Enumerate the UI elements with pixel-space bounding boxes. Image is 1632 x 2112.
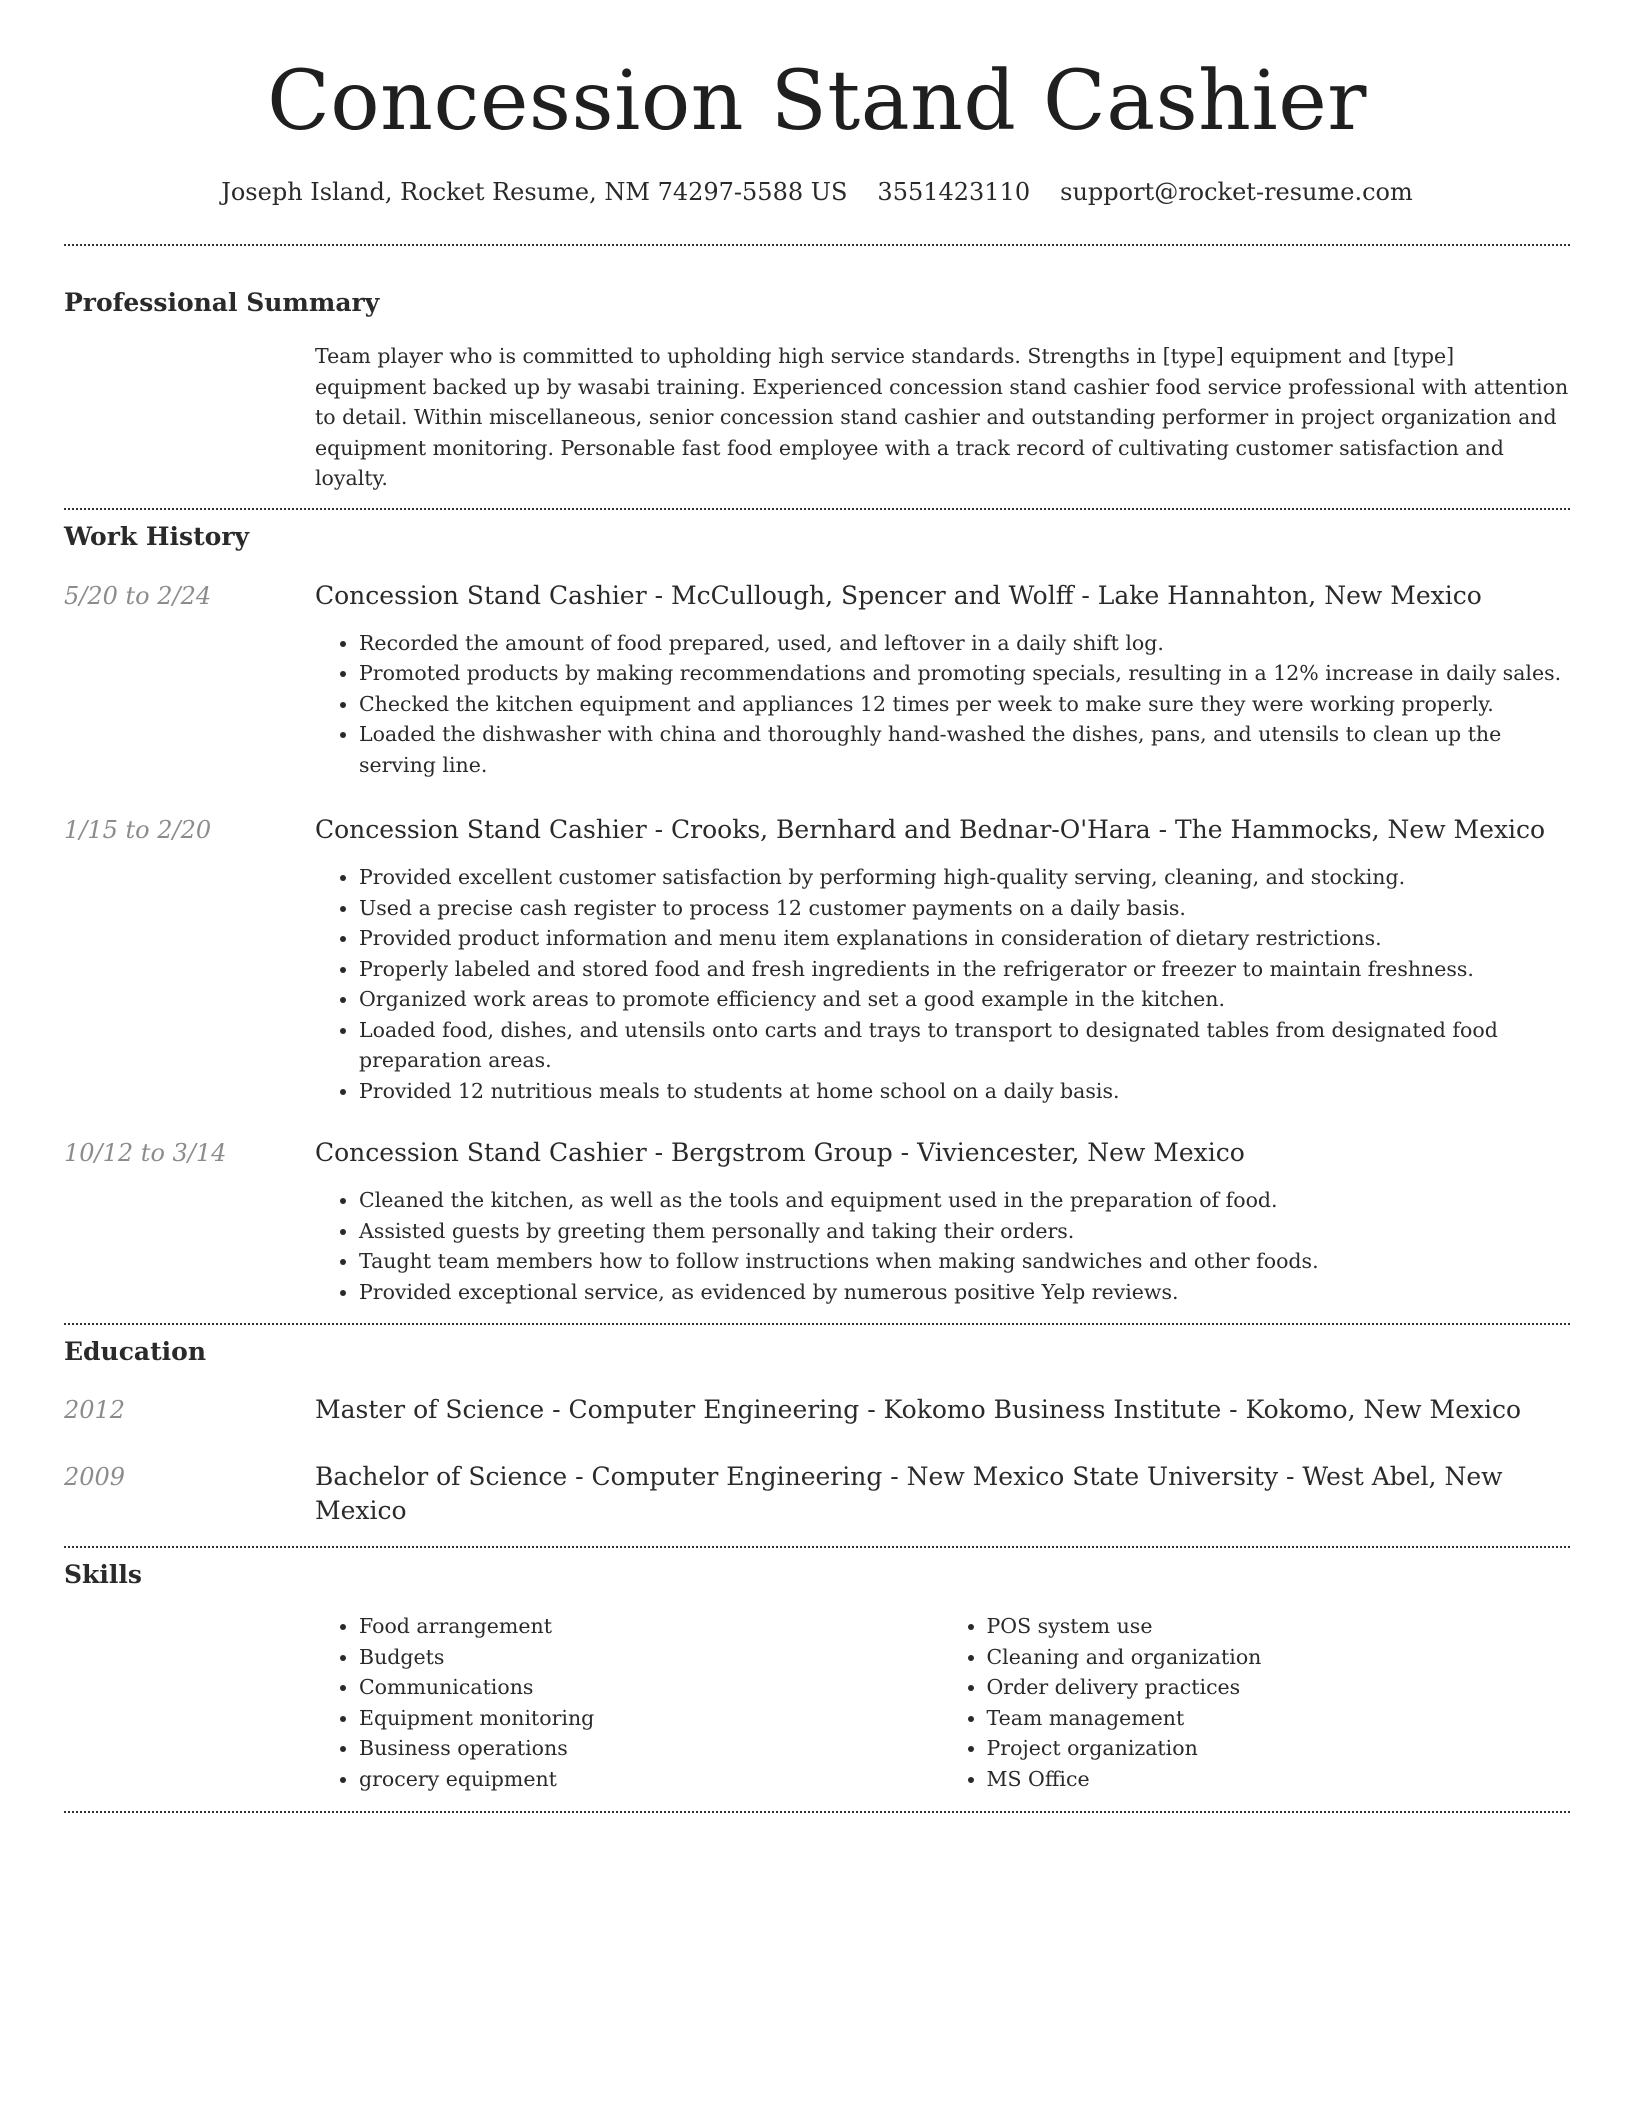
skills-list-right [943,1611,1571,1794]
job-dates: 10/12 to 3/14 [64,1139,227,1167]
contact-email: support@rocket-resume.com [1060,178,1413,206]
education-heading-line: Master of Science - Computer Engineering - Kokomo Business Institute - Kokomo, New Mexico [315,1395,1522,1424]
list-item: • Provided excellent customer satisfaction by performing high-quality serving, cleaning, and stocking. [359,862,1570,893]
list-item: • Taught team members how to follow instructions when making sandwiches and other foods. [359,1246,1570,1277]
job-heading: Concession Stand Cashier - Crooks, Bernhard and Bednar-O'Hara - The Hammocks, New Mexico [315,815,1546,844]
job-bullets [315,1185,1570,1307]
education-year: 2012 [64,1396,126,1424]
job-dates: 5/20 to 2/24 [64,581,212,610]
skill-item: • Food arrangement [359,1611,943,1642]
work-history-heading: Work History [64,521,250,551]
job-bullets [315,862,1570,1106]
divider [64,244,1570,246]
list-item: • Properly labeled and stored food and fresh ingredients in the refrigerator or freezer to maintain freshness. [359,954,1570,985]
education-year: 2009 [64,1463,126,1491]
list-item: • Provided product information and menu item explanations in consideration of dietary restrictions. [359,923,1570,954]
list-item: • Assisted guests by greeting them personally and taking their orders. [359,1216,1570,1247]
skills-list-left [315,1611,943,1794]
list-item: • Promoted products by making recommendations and promoting specials, resulting in a 12% increase in daily sales. [359,658,1570,689]
skills-row [64,1611,1570,1794]
skill-item: • Cleaning and organization [987,1642,1571,1673]
education-heading-line: Bachelor of Science - Computer Engineering - New Mexico State University - West Abel, New Mexico [315,1462,1503,1525]
skill-item: • MS Office [987,1764,1571,1795]
contact-address: Joseph Island, Rocket Resume, NM 74297-5588 US [221,178,848,206]
job-heading: Concession Stand Cashier - McCullough, Spencer and Wolff - Lake Hannahton, New Mexico [315,580,1482,610]
resume-name: Concession Stand Cashier [267,54,1367,149]
job-dates: 1/15 to 2/20 [64,816,212,844]
skill-item: • Order delivery practices [987,1672,1571,1703]
skill-item: • Communications [359,1672,943,1703]
list-item: • Provided exceptional service, as evidenced by numerous positive Yelp reviews. [359,1277,1570,1308]
summary-text: Team player who is committed to upholding high service standards. Strengths in [type] equipment and [type] equipment backed up by wasabi training. Experienced concession stand cashier food service professional with attention to detail. Within miscellaneous, senior concession stand cashier and outstanding performer in project organization and equipment monitoring. Personable fast food employee with a track record of cultivating customer satisfaction and loyalty. [315,344,1569,490]
skill-item: • grocery equipment [359,1764,943,1795]
skills-grid [315,1611,1570,1794]
job-heading: Concession Stand Cashier - Bergstrom Group - Viviencester, New Mexico [315,1138,1245,1167]
divider [64,1811,1570,1813]
job-bullets [315,628,1570,781]
divider [64,508,1570,510]
skill-item: • Project organization [987,1733,1571,1764]
skills-heading: Skills [64,1560,142,1589]
education-entry [64,1460,1570,1528]
skill-item: • Budgets [359,1642,943,1673]
education-heading: Education [64,1337,207,1366]
job-entry [64,579,1570,781]
skill-item: • Equipment monitoring [359,1703,943,1734]
list-item: • Organized work areas to promote efficiency and set a good example in the kitchen. [359,984,1570,1015]
resume-page [64,0,1570,1813]
list-item: • Used a precise cash register to process 12 customer payments on a daily basis. [359,893,1570,924]
job-entry [64,813,1570,1106]
list-item: • Provided 12 nutritious meals to students at home school on a daily basis. [359,1076,1570,1107]
list-item: • Recorded the amount of food prepared, used, and leftover in a daily shift log. [359,628,1570,659]
skill-item: • Team management [987,1703,1571,1734]
list-item: • Loaded the dishwasher with china and thoroughly hand-washed the dishes, pans, and utensils to clean up the serving line. [359,719,1570,780]
contact-phone: 3551423110 [877,178,1031,206]
list-item: • Loaded food, dishes, and utensils onto carts and trays to transport to designated tables from designated food preparation areas. [359,1015,1570,1076]
skill-item: • POS system use [987,1611,1571,1642]
list-item: • Checked the kitchen equipment and appliances 12 times per week to make sure they were working properly. [359,689,1570,720]
summary-heading: Professional Summary [64,288,380,317]
divider [64,1546,1570,1548]
skill-item: • Business operations [359,1733,943,1764]
education-entry [64,1393,1570,1427]
contact-line [64,176,1570,208]
job-entry [64,1136,1570,1307]
divider [64,1323,1570,1325]
summary-row [64,341,1570,494]
list-item: • Cleaned the kitchen, as well as the tools and equipment used in the preparation of food. [359,1185,1570,1216]
